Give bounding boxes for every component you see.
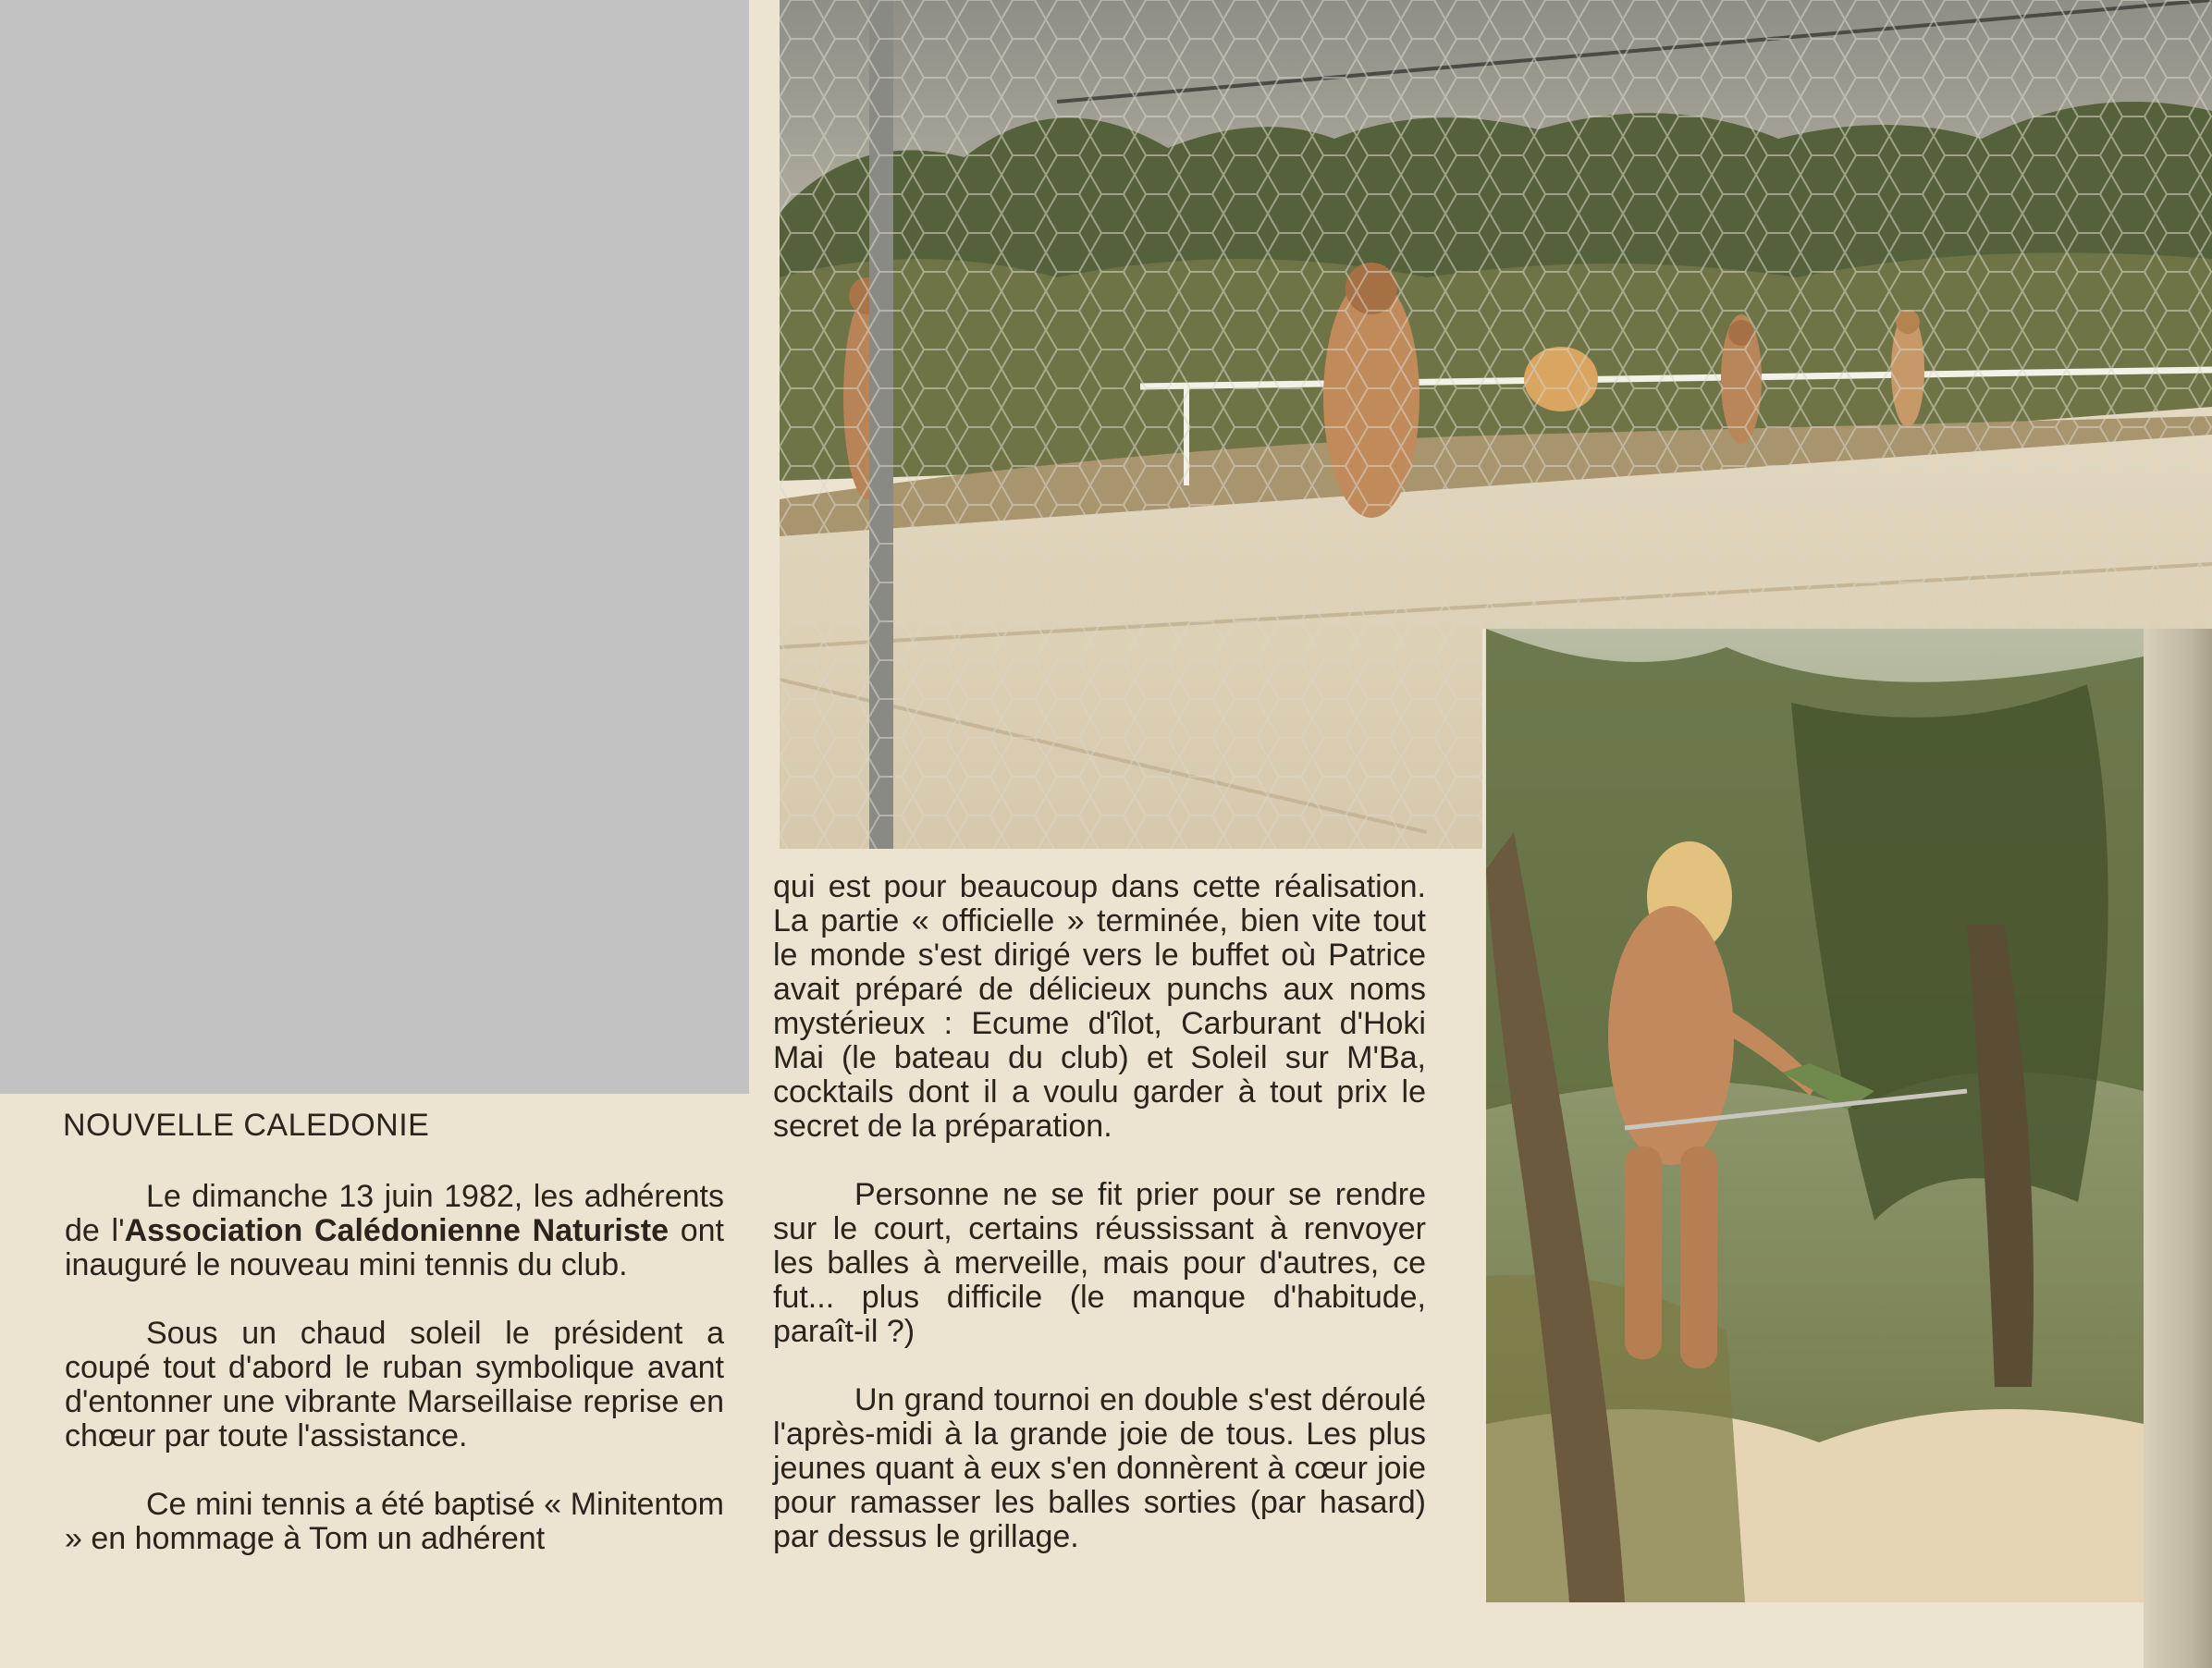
page-edge-strip [2144,629,2212,1668]
paragraph-text: ont inauguré le nouveau mini tennis du club. [65,1213,724,1282]
paragraph-court: Personne ne se fit prier pour se rendre sur le court, certains réussissant à renvoyer les balles à merveille, mais pour d'autres, ce fut... plus difficile (le manque d'habitude, paraît-il ?) [773,1177,1426,1349]
association-name: Association Calédonienne Naturiste [124,1213,670,1248]
paragraph-inauguration [65,1180,724,1282]
article-column-left [65,1180,724,1556]
article-heading: NOUVELLE CALEDONIE [63,1108,430,1143]
blank-gray-area [0,0,749,1094]
paragraph-tournament: Un grand tournoi en double s'est déroulé l'après-midi à la grande joie de tous. Les plus jeunes quant à eux s'en donnèrent à cœur joie pour ramasser les balles sorties (par hasard) par dessus le grillage. [773,1382,1426,1554]
paragraph-buffet: qui est pour beaucoup dans cette réalisation. La partie « officielle » terminée, bien vite tout le monde s'est dirigé vers le buffet où Patrice avait préparé de délicieux punchs aux noms mystérieux : Ecume d'îlot, Carburant d'Hoki Mai (le bateau du club) et Soleil sur M'Ba, cocktails dont il a voulu garder à tout prix le secret de la préparation. [773,869,1426,1144]
paragraph-ceremony: Sous un chaud soleil le président a coupé tout d'abord le ruban symbolique avant d'entonner une vibrante Marseillaise reprise en chœur par toute l'assistance. [65,1316,724,1453]
paragraph-text: Le dimanche 13 juin 1982, les adhérents de l' [65,1179,724,1248]
trimming-bushes-photo [1486,629,2144,1602]
article-column-middle [773,870,1426,1554]
paragraph-naming: Ce mini tennis a été baptisé « Minitentom » en hommage à Tom un adhérent [65,1487,724,1556]
